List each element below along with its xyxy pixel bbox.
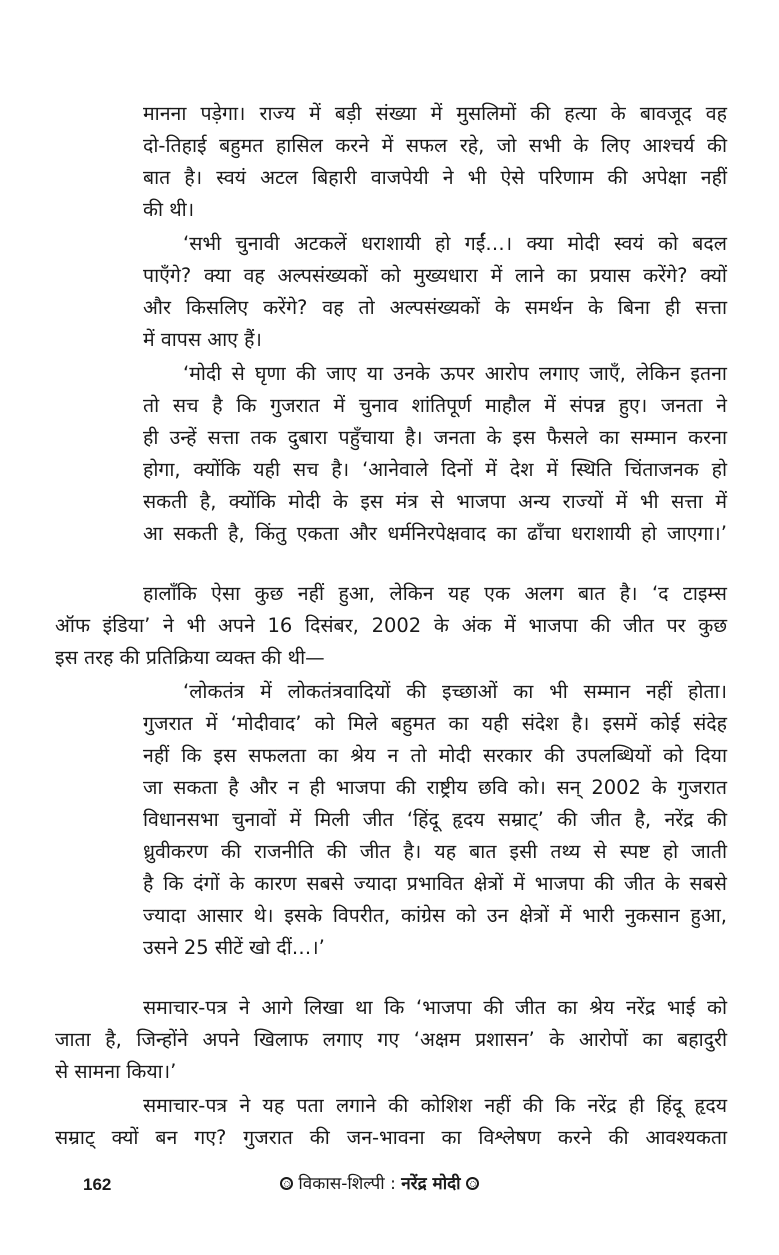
quote-line: गुजरात में ‘मोदीवाद’ को मिले बहुमत का यही संदेश है। इसमें कोई संदेह xyxy=(143,712,727,735)
quote-line: बात है। स्वयं अटल बिहारी वाजपेयी ने भी ऐसे परिणाम की अपेक्षा नहीं xyxy=(143,166,727,189)
quote-line: दो-तिहाई बहुमत हासिल करने में सफल रहे, जो सभी के लिए आश्चर्य की xyxy=(143,134,727,157)
quote-line: है कि दंगों के कारण सबसे ज्यादा प्रभावित क्षेत्रों में भाजपा की जीत के सबसे xyxy=(143,872,727,895)
quote-line: ध्रुवीकरण की राजनीति की जीत है। यह बात इसी तथ्य से स्पष्ट हो जाती xyxy=(143,840,727,863)
quote-line: जा सकता है और न ही भाजपा की राष्ट्रीय छवि को। सन् 2002 के गुजरात xyxy=(143,776,727,799)
flower-ornament-icon xyxy=(466,1177,479,1190)
book-title-prefix: विकास-शिल्पी : xyxy=(298,1174,402,1194)
quote-line: ‘मोदी से घृणा की जाए या उनके ऊपर आरोप लगाए जाएँ, लेकिन इतना xyxy=(183,362,727,385)
body-line: जाता है, जिन्होंने अपने खिलाफ लगाए गए ‘अक्षम प्रशासन’ के आरोपों का बहादुरी xyxy=(55,1028,727,1051)
quote-line: होगा, क्योंकि यही सच है। ‘आनेवाले दिनों में देश में स्थिति चिंताजनक हो xyxy=(143,458,727,481)
body-line: समाचार-पत्र ने आगे लिखा था कि ‘भाजपा की जीत का श्रेय नरेंद्र भाई को xyxy=(143,996,727,1019)
book-title-name: नरेंद्र मोदी xyxy=(401,1174,461,1194)
quote-line: में वापस आए हैं। xyxy=(143,328,262,351)
quote-line: आ सकती है, किंतु एकता और धर्मनिरपेक्षवाद का ढाँचा धराशायी हो जाएगा।’ xyxy=(143,522,727,545)
quote-line: ‘लोकतंत्र में लोकतंत्रवादियों की इच्छाओं का भी सम्मान नहीं होता। xyxy=(183,680,727,703)
quote-line: विधानसभा चुनावों में मिली जीत ‘हिंदू हृदय सम्राट्’ की जीत है, नरेंद्र की xyxy=(143,808,727,831)
quote-line: और किसलिए करेंगे? वह तो अल्पसंख्यकों के समर्थन के बिना ही सत्ता xyxy=(143,296,727,319)
quote-line: उसने 25 सीटें खो दीं…।’ xyxy=(143,936,325,959)
quote-line: ही उन्हें सत्ता तक दुबारा पहुँचाया है। जनता के इस फैसले का सम्मान करना xyxy=(143,426,727,449)
quote-line: मानना पड़ेगा। राज्य में बड़ी संख्या में मुसलिमों की हत्या के बावजूद वह xyxy=(143,102,727,125)
body-line: हालाँकि ऐसा कुछ नहीं हुआ, लेकिन यह एक अलग बात है। ‘द टाइम्स xyxy=(143,582,727,605)
body-line: इस तरह की प्रतिक्रिया व्यक्त की थी— xyxy=(55,646,325,669)
quote-line: नहीं कि इस सफलता का श्रेय न तो मोदी सरकार की उपलब्धियों को दिया xyxy=(143,744,727,767)
quote-line: तो सच है कि गुजरात में चुनाव शांतिपूर्ण माहौल में संपन्न हुए। जनता ने xyxy=(143,394,727,417)
body-line: समाचार-पत्र ने यह पता लगाने की कोशिश नहीं की कि नरेंद्र ही हिंदू हृदय xyxy=(143,1094,727,1117)
flower-ornament-icon xyxy=(280,1177,293,1190)
quote-line: सकती है, क्योंकि मोदी के इस मंत्र से भाजपा अन्य राज्यों में भी सत्ता में xyxy=(143,490,727,513)
body-line: सम्राट् क्यों बन गए? गुजरात की जन-भावना का विश्लेषण करने की आवश्यकता xyxy=(55,1126,727,1149)
quote-line: ज्यादा आसार थे। इसके विपरीत, कांग्रेस को उन क्षेत्रों में भारी नुकसान हुआ, xyxy=(143,904,727,927)
quote-line: पाएँगे? क्या वह अल्पसंख्यकों को मुख्यधारा में लाने का प्रयास करेंगे? क्यों xyxy=(143,264,727,287)
body-line: से सामना किया।’ xyxy=(55,1060,177,1083)
running-footer-title xyxy=(280,1170,479,1198)
page-number: 162 xyxy=(83,1175,112,1194)
quote-line: ‘सभी चुनावी अटकलें धराशायी हो गईं…। क्या मोदी स्वयं को बदल xyxy=(183,232,727,255)
quote-line: की थी। xyxy=(143,198,195,221)
body-line: ऑफ इंडिया’ ने भी अपने 16 दिसंबर, 2002 के अंक में भाजपा की जीत पर कुछ xyxy=(55,614,727,637)
